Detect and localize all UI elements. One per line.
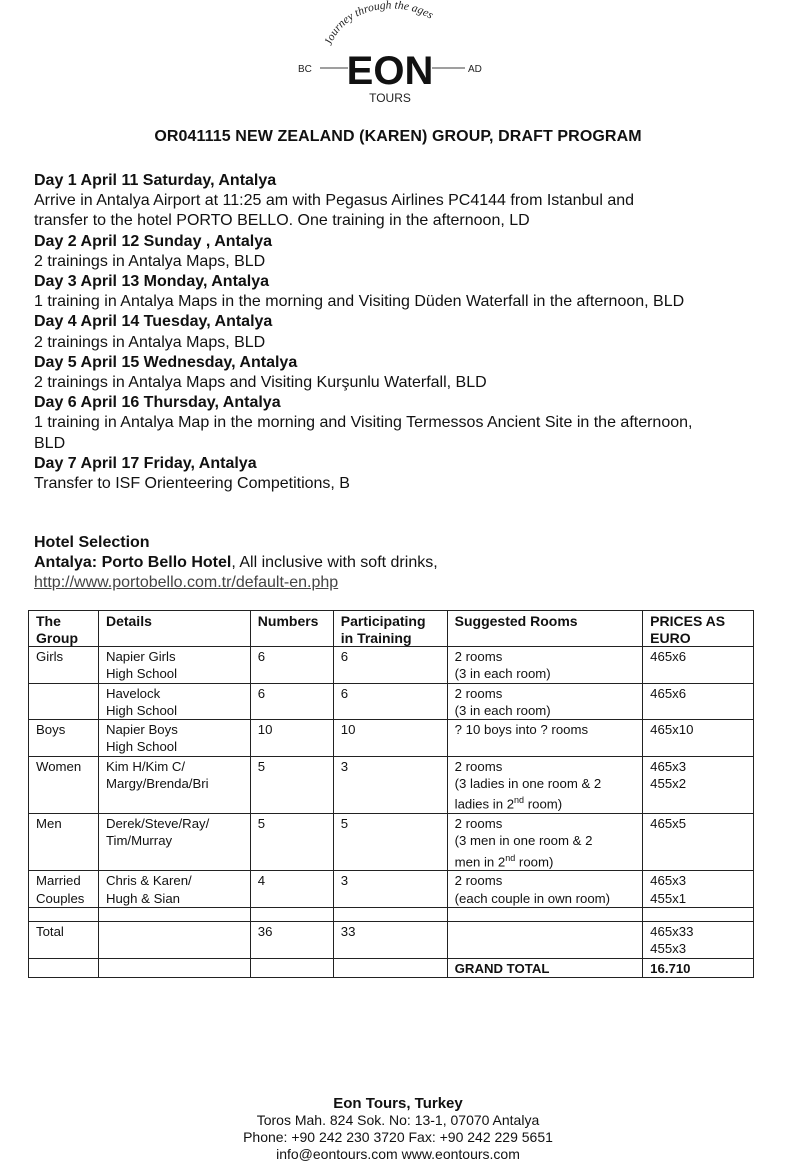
footer <box>0 1095 796 1163</box>
row-numbers: 6 <box>250 683 333 720</box>
header-rooms: Suggested Rooms <box>447 611 643 647</box>
total-row <box>29 921 754 958</box>
logo-sub: TOURS <box>369 91 411 105</box>
row-details: Havelock High School <box>98 683 250 720</box>
row-group <box>29 683 99 720</box>
hotel-description: , All inclusive with soft drinks, <box>231 554 438 571</box>
header-numbers: Numbers <box>250 611 333 647</box>
row-numbers: 5 <box>250 814 333 871</box>
row-training: 6 <box>333 647 447 684</box>
row-rooms: 2 rooms (3 ladies in one room & 2 ladies in 2nd room) <box>447 756 643 813</box>
row-details: Kim H/Kim C/ Margy/Brenda/Bri <box>98 756 250 813</box>
table-row <box>29 720 754 757</box>
row-details: Derek/Steve/Ray/ Tim/Murray <box>98 814 250 871</box>
day-7-text: Transfer to ISF Orienteering Competitions, B <box>34 475 350 493</box>
row-training: 3 <box>333 756 447 813</box>
footer-company: Eon Tours, Turkey <box>333 1095 463 1112</box>
row-rooms: 2 rooms (3 men in one room & 2 men in 2nd room) <box>447 814 643 871</box>
day-6-heading: Day 6 April 16 Thursday, Antalya <box>34 394 281 412</box>
document-title: OR041115 NEW ZEALAND (KAREN) GROUP, DRAFT PROGRAM <box>154 128 642 145</box>
total-price-line: 455x3 <box>650 941 687 957</box>
footer-contact: info@eontours.com www.eontours.com <box>276 1146 520 1162</box>
day-3-heading: Day 3 April 13 Monday, Antalya <box>34 273 270 291</box>
grand-total-label: GRAND TOTAL <box>447 958 643 977</box>
grand-total-row <box>29 958 754 977</box>
footer-phone: Phone: +90 242 230 3720 Fax: +90 242 229 5651 <box>243 1129 553 1145</box>
day-5-text: 2 trainings in Antalya Maps and Visiting Kurşunlu Waterfall, BLD <box>34 374 487 392</box>
row-training: 3 <box>333 871 447 908</box>
row-rooms: 2 rooms (3 in each room) <box>447 683 643 720</box>
header-participating: Participating in Training <box>333 611 447 647</box>
day-2-text: 2 trainings in Antalya Maps, BLD <box>34 252 266 270</box>
table-body <box>29 647 754 908</box>
day-7-heading: Day 7 April 17 Friday, Antalya <box>34 454 257 472</box>
row-prices: 465x6 <box>643 683 754 720</box>
logo-brand: EON <box>346 49 434 93</box>
row-prices: 465x3 455x1 <box>643 871 754 908</box>
logo-bc: BC <box>298 64 312 75</box>
row-rooms: 2 rooms (3 in each room) <box>447 647 643 684</box>
hotel-line <box>34 553 774 573</box>
table-row <box>29 871 754 908</box>
total-label: Total <box>29 921 99 958</box>
row-prices: 465x6 <box>643 647 754 684</box>
row-training: 5 <box>333 814 447 871</box>
table-header-row <box>29 611 754 647</box>
day-4-heading: Day 4 April 14 Tuesday, Antalya <box>34 313 273 331</box>
row-prices: 465x10 <box>643 720 754 757</box>
row-group: Women <box>29 756 99 813</box>
row-details: Napier Girls High School <box>98 647 250 684</box>
table-row <box>29 647 754 684</box>
eon-tours-logo <box>290 0 490 108</box>
row-details: Napier Boys High School <box>98 720 250 757</box>
table-row <box>29 683 754 720</box>
row-prices: 465x3 455x2 <box>643 756 754 813</box>
total-price-line: 465x33 <box>650 923 694 939</box>
row-prices: 465x5 <box>643 814 754 871</box>
logo-arc-text: Journey through the ages <box>322 0 436 48</box>
row-numbers: 10 <box>250 720 333 757</box>
total-prices <box>643 921 754 958</box>
day-6-text: 1 training in Antalya Map in the morning and Visiting Termessos Ancient Site in the afternoon, BLD <box>34 414 693 452</box>
row-numbers: 6 <box>250 647 333 684</box>
header-details: Details <box>98 611 250 647</box>
group-table <box>28 610 754 978</box>
day-5-heading: Day 5 April 15 Wednesday, Antalya <box>34 353 298 371</box>
table-row <box>29 756 754 813</box>
hotel-heading: Hotel Selection <box>34 534 150 551</box>
program-days <box>34 171 774 494</box>
table-row <box>29 907 754 921</box>
row-training: 6 <box>333 683 447 720</box>
footer-address: Toros Mah. 824 Sok. No: 13-1, 07070 Antalya <box>256 1112 540 1128</box>
row-numbers: 4 <box>250 871 333 908</box>
day-4-text: 2 trainings in Antalya Maps, BLD <box>34 333 266 351</box>
day-1-text: Arrive in Antalya Airport at 11:25 am with Pegasus Airlines PC4144 from Istanbul and transfer to the hotel PORTO BELLO. One training in the afternoon, LD <box>34 192 635 230</box>
day-3-text: 1 training in Antalya Maps in the morning and Visiting Düden Waterfall in the afternoon, BLD <box>34 293 685 311</box>
day-1-heading: Day 1 April 11 Saturday, Antalya <box>34 172 277 189</box>
row-rooms: ? 10 boys into ? rooms <box>447 720 643 757</box>
header-prices: PRICES AS EURO <box>643 611 754 647</box>
hotel-name: Antalya: Porto Bello Hotel <box>34 554 232 571</box>
row-rooms: 2 rooms (each couple in own room) <box>447 871 643 908</box>
row-group: Married Couples <box>29 871 99 908</box>
row-group: Boys <box>29 720 99 757</box>
row-group: Girls <box>29 647 99 684</box>
grand-total-value: 16.710 <box>643 958 754 977</box>
hotel-section <box>34 533 774 593</box>
total-training: 33 <box>333 921 447 958</box>
header-group: The Group <box>29 611 99 647</box>
row-details: Chris & Karen/ Hugh & Sian <box>98 871 250 908</box>
row-group: Men <box>29 814 99 871</box>
total-numbers: 36 <box>250 921 333 958</box>
row-numbers: 5 <box>250 756 333 813</box>
logo-ad: AD <box>468 64 482 75</box>
svg-text:Journey through the ages <box>323 0 436 47</box>
hotel-url-link[interactable]: http://www.portobello.com.tr/default-en.php <box>34 574 339 591</box>
table-row <box>29 814 754 871</box>
row-training: 10 <box>333 720 447 757</box>
day-2-heading: Day 2 April 12 Sunday , Antalya <box>34 232 273 250</box>
